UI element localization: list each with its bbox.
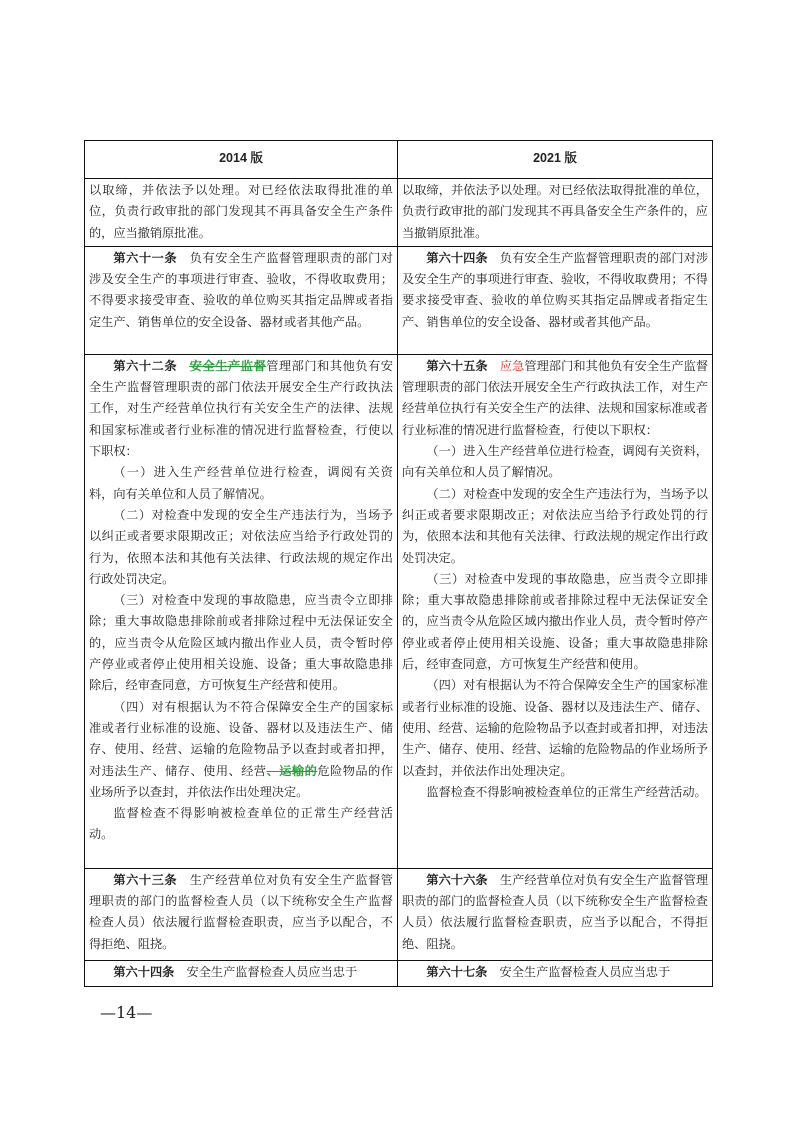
article-paragraph xyxy=(402,356,708,441)
closing-paragraph: 监督检查不得影响被检查单位的正常生产经营活动。 xyxy=(89,806,393,842)
article-text: 安全生产监督检查人员应当忠于 xyxy=(186,964,358,979)
list-item: （二）对检查中发现的安全生产违法行为，当场予以纠正或者要求限期改正；对依法应当给予行政处罚的行为，依照本法和其他有关法律、行政法规的规定作出行政处罚决定。 xyxy=(89,507,393,586)
article-paragraph xyxy=(89,962,393,983)
article-paragraph xyxy=(89,248,393,333)
article-text: 生产经营单位对负有安全生产监督管理职责的部门的监督检查人员（以下统称安全生产监督检查人员）依法履行监督检查职责，应当予以配合，不得拒绝、阻挠。 xyxy=(402,872,709,951)
table-header-row xyxy=(85,141,713,179)
paragraph: 以取缔，并依法予以处理。对已经依法取得批准的单位，负责行政审批的部门发现其不再具备安全生产条件的，应当撤销原批准。 xyxy=(402,183,708,240)
article-number: 第六十七条 xyxy=(426,964,488,979)
article-number: 第六十二条 xyxy=(113,358,178,373)
table-row xyxy=(85,960,713,986)
cell-2014 xyxy=(85,246,398,354)
article-text: 负有安全生产监督管理职责的部门对涉及安全生产的事项进行审查、验收，不得收取费用；不得要求接受审查、验收的单位购买其指定品牌或者指定生产、销售单位的安全设备、器材或者其他产品。 xyxy=(89,250,393,329)
article-number: 第六十四条 xyxy=(113,964,175,979)
cell-2021 xyxy=(398,179,713,247)
comparison-table xyxy=(84,140,713,987)
article-paragraph xyxy=(402,870,708,955)
table-row xyxy=(85,868,713,960)
article-number: 第六十一条 xyxy=(113,250,178,265)
article-text: 生产经营单位对负有安全生产监督管理职责的部门的监督检查人员（以下统称安全生产监督检查人员）依法履行监督检查职责，应当予以配合，不得拒绝、阻挠。 xyxy=(89,872,393,951)
article-text: 负有安全生产监督管理职责的部门对涉及安全生产的事项进行审查、验收，不得收取费用；不得要求接受审查、验收的单位购买其指定品牌或者指定生产、销售单位的安全设备、器材或者其他产品。 xyxy=(402,250,709,329)
item-text: （四）对有根据认为不符合保障安全生产的国家标准或者行业标准的设施、设备、器材以及违法生产、储存、使用、经营、运输的危险物品予以查封或者扣押，对违法生产、储存、使用、经营 xyxy=(89,699,393,778)
item-text: 危险物品的作业场所予以查封，并依法作出处理决定。 xyxy=(89,763,393,799)
list-item: （一）进入生产经营单位进行检查，调阅有关资料，向有关单位和人员了解情况。 xyxy=(402,444,708,480)
added-text: 应急 xyxy=(499,358,525,373)
cell-2021 xyxy=(398,246,713,354)
list-item: （四）对有根据认为不符合保障安全生产的国家标准或者行业标准的设施、设备、器材以及违法生产、储存、使用、经营、运输的危险物品予以查封或者扣押，对违法生产、储存、使用、经营、运输的危险物品的作业场所予以查封，并依法作出处理决定。 xyxy=(402,678,708,778)
list-item: （二）对检查中发现的安全生产违法行为，当场予以纠正或者要求限期改正；对依法应当给予行政处罚的行为，依照本法和其他有关法律、行政法规的规定作出行政处罚决定。 xyxy=(402,486,708,565)
article-number: 第六十五条 xyxy=(426,358,488,373)
deleted-text: 安全生产监督 xyxy=(189,358,267,373)
article-number: 第六十四条 xyxy=(426,250,488,265)
cell-2021 xyxy=(398,354,713,868)
table-row xyxy=(85,179,713,247)
deleted-text: 、运输的 xyxy=(266,763,318,778)
cell-2014 xyxy=(85,868,398,960)
article-text: 管理部门和其他负有安全生产监督管理职责的部门依法开展安全生产行政执法工作，对生产经营单位执行有关安全生产的法律、法规和国家标准或者行业标准的情况进行监督检查，行使以下职权： xyxy=(402,358,709,437)
list-item: （一）进入生产经营单位进行检查，调阅有关资料，向有关单位和人员了解情况。 xyxy=(89,465,393,501)
table-row xyxy=(85,354,713,868)
article-paragraph xyxy=(402,962,708,983)
cell-2021 xyxy=(398,960,713,986)
cell-2021 xyxy=(398,868,713,960)
article-paragraph xyxy=(89,356,393,462)
closing-paragraph: 监督检查不得影响被检查单位的正常生产经营活动。 xyxy=(426,784,707,799)
article-paragraph xyxy=(402,248,708,333)
article-number: 第六十六条 xyxy=(426,872,488,887)
paragraph: 以取缔，并依法予以处理。对已经依法取得批准的单位，负责行政审批的部门发现其不再具备安全生产条件的，应当撤销原批准。 xyxy=(89,183,393,240)
page-number: —14— xyxy=(100,1003,153,1022)
cell-2014 xyxy=(85,179,398,247)
list-item xyxy=(89,697,393,803)
cell-2014 xyxy=(85,960,398,986)
article-number: 第六十三条 xyxy=(113,872,178,887)
column-header-2014: 2014 版 xyxy=(85,141,398,179)
cell-2014 xyxy=(85,354,398,868)
list-item: （三）对检查中发现的事故隐患，应当责令立即排除；重大事故隐患排除前或者排除过程中无法保证安全的，应当责令从危险区域内撤出作业人员，责令暂时停产停业或者停止使用相关设施、设备；重大事故隐患排除后，经审查同意，方可恢复生产经营和使用。 xyxy=(402,571,708,672)
column-header-2021: 2021 版 xyxy=(398,141,713,179)
table-row xyxy=(85,246,713,354)
article-text: 管理部门和其他负有安全生产监督管理职责的部门依法开展安全生产行政执法工作，对生产经营单位执行有关安全生产的法律、法规和国家标准或者行业标准的情况进行监督检查，行使以下职权： xyxy=(89,358,393,459)
article-text: 安全生产监督检查人员应当忠于 xyxy=(499,964,671,979)
list-item: （三）对检查中发现的事故隐患，应当责令立即排除；重大事故隐患排除前或者排除过程中无法保证安全的，应当责令从危险区域内撤出作业人员，责令暂时停产停业或者停止使用相关设施、设备；重大事故隐患排除后，经审查同意，方可恢复生产经营和使用。 xyxy=(89,593,393,693)
article-paragraph xyxy=(89,870,393,955)
